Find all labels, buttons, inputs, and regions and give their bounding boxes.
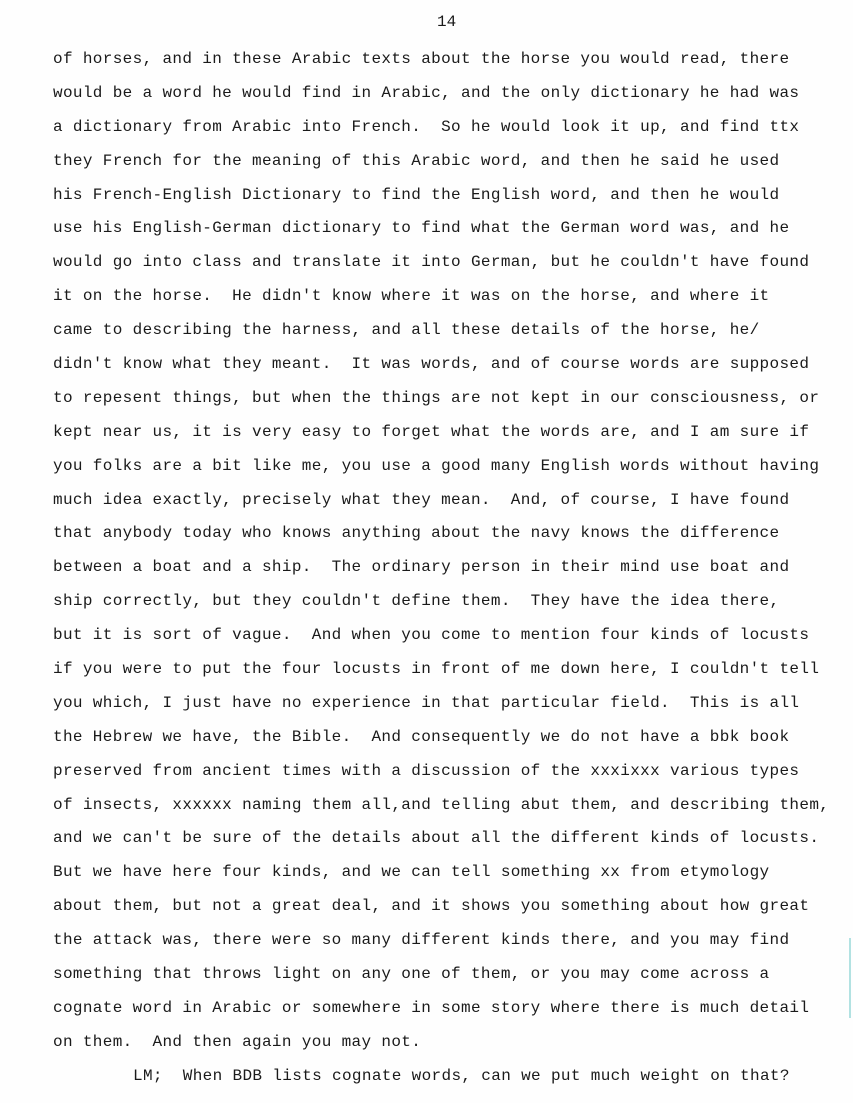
text-line: that anybody today who knows anything about the navy knows the difference [53, 524, 780, 543]
text-line: kept near us, it is very easy to forget what the words are, and I am sure if [53, 422, 810, 441]
text-line: of insects, xxxxxx naming them all,and telling abut them, and describing them, [53, 795, 830, 814]
text-line: ship correctly, but they couldn't define them. They have the idea there, [53, 592, 780, 611]
text-line: the Hebrew we have, the Bible. And consequently we do not have a bbk book [53, 727, 790, 746]
text-line: you which, I just have no experience in that particular field. This is all [53, 693, 800, 712]
text-line: the attack was, there were so many different kinds there, and you may find [53, 931, 790, 950]
text-line: something that throws light on any one of them, or you may come across a [53, 965, 770, 984]
text-line: of horses, and in these Arabic texts about the horse you would read, there [53, 50, 790, 68]
text-line: But we have here four kinds, and we can tell something xx from etymology [53, 863, 770, 882]
text-line: about them, but not a great deal, and it shows you something about how great [53, 897, 810, 916]
text-line: on them. And then again you may not. [53, 1032, 422, 1051]
text-line: and we can't be sure of the details about all the different kinds of locusts. [53, 829, 820, 848]
page-number: 14 [437, 13, 457, 31]
text-line: would go into class and translate it into German, but he couldn't have found [53, 253, 810, 272]
text-line: to repesent things, but when the things are not kept in our consciousness, or [53, 388, 820, 407]
text-line: a dictionary from Arabic into French. So he would look it up, and find ttx [53, 117, 800, 136]
text-line: if you were to put the four locusts in front of me down here, I couldn't tell [53, 660, 820, 679]
text-line: came to describing the harness, and all these details of the horse, he/ [53, 321, 760, 340]
text-line: but it is sort of vague. And when you come to mention four kinds of locusts [53, 626, 810, 645]
text-line: preserved from ancient times with a discussion of the xxxixxx various types [53, 761, 800, 780]
text-line: it on the horse. He didn't know where it was on the horse, and where it [53, 287, 770, 306]
text-line: use his English-German dictionary to find what the German word was, and he [53, 219, 790, 238]
transcript-body [53, 47, 843, 1098]
text-line: cognate word in Arabic or somewhere in some story where there is much detail [53, 998, 810, 1017]
scan-edge-mark [849, 938, 851, 1018]
text-line: his French-English Dictionary to find the English word, and then he would [53, 185, 780, 204]
text-line: they French for the meaning of this Arabic word, and then he said he used [53, 151, 780, 170]
question-line: LM; When BDB lists cognate words, can we put much weight on that? [133, 1066, 790, 1085]
text-line: much idea exactly, precisely what they mean. And, of course, I have found [53, 490, 790, 509]
text-line: would be a word he would find in Arabic, and the only dictionary he had was [53, 83, 800, 102]
text-line: between a boat and a ship. The ordinary person in their mind use boat and [53, 558, 790, 577]
text-line: you folks are a bit like me, you use a good many English words without having [53, 456, 820, 475]
text-line: didn't know what they meant. It was words, and of course words are supposed [53, 355, 810, 374]
